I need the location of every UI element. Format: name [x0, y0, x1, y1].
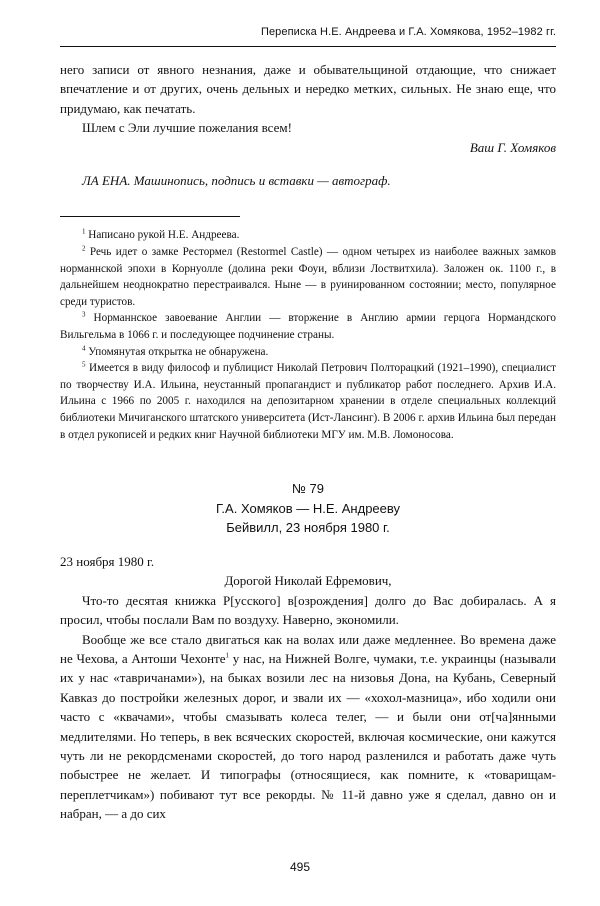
running-head: Переписка Н.Е. Андреева и Г.А. Хомякова, 1952–1982 гг. [260, 26, 556, 38]
letter-number: № 79 [291, 481, 325, 497]
footnote-rule [60, 216, 240, 217]
footnote-3 [60, 310, 556, 343]
paragraph-text: у нас, на Нижней Волге, чумаки, т.е. украинцы (называли их у нас «тавричанами»), на быках возили лес на низовья Дона, на Кубань, Северный Кавказ до постройки железных дорог, и звали их — «хохол-мазница», ибо ходили они часто с «квачами», чтобы смазывать колеса телег, — и были они от[ча]янными медлителями. Но теперь, в век всяческих скоростей, включая космические, они кажутся чуть ли не рекордсменами скоростей, до того народ разленился и работать даже чуть побыстрее не желает. И типографы (относящиеся, как помните, к «товарищам-переплетчикам») побивают тут все рекорды. № 11-й давно уже я сделал, давно он и набран, — а до сих [60, 650, 556, 822]
page-number: 495 [289, 860, 311, 874]
footnote-1 [60, 227, 556, 244]
letter-place-date: Бейвилл, 23 ноября 1980 г. [226, 520, 390, 536]
signature: Ваш Г. Хомяков [469, 139, 556, 155]
closing-greeting: Шлем с Эли лучшие пожелания всем! [82, 120, 292, 136]
footnote-4 [60, 344, 556, 361]
footnote-number: 4 [82, 343, 86, 352]
footnotes [60, 227, 556, 443]
source-note: ЛА ЕНА. Машинопись, подпись и вставки — автограф. [82, 173, 391, 189]
letter-paragraph-1: Что-то десятая книжка Р[усского] в[озрождения] долго до Вас добиралась. А я просил, чтобы послали Вам по воздуху. Наверно, экономили. [60, 592, 556, 628]
footnote-5 [60, 360, 556, 443]
continuation-paragraph: него записи от явного незнания, даже и обывательщиной отдающие, что снижает впечатление и от других, очень дельных и нередко метких, сильных. Не знаю еще, что придумаю, как печатать. [60, 62, 556, 116]
letter-heading [60, 479, 556, 538]
footnote-number: 3 [82, 310, 86, 319]
footnote-ref: 1 [225, 651, 229, 660]
letter-salutation: Дорогой Николай Ефремович, [224, 573, 392, 589]
letter-paragraph-2 [60, 630, 556, 824]
paragraph-text: Вообще же все стало двигаться как на волах или даже медленнее. Во времена даже не Чехова, а Антоши Чехонте [60, 631, 556, 666]
footnote-text: Норманнское завоевание Англии — вторжение в Англию армии герцога Нормандского Вильгельма в 1066 г. и последующее подчинение страны. [60, 312, 556, 341]
footnote-number: 5 [82, 360, 86, 369]
footnote-text: Речь идет о замке Рестормел (Restormel Castle) — одном четырех из наиболее важных замков норманнской эпохи в Корнуолле (долина реки Фоуи, вблизи Лоствитхила). Заложен ок. 1100 г., в дальнейшем неоднократно перестраивался. Ныне — в руинированном состоянии; место, популярное среди туристов. [60, 246, 557, 308]
letter-parties: Г.А. Хомяков — Н.Е. Андрееву [215, 500, 401, 516]
footnote-text: Имеется в виду философ и публицист Николай Петрович Полторацкий (1921–1990), специалист по творчеству И.А. Ильина, неустанный пропагандист и публикатор работ последнего. Архив И.А. Ильина с 1966 по 2005 г. находился на депозитарном хранении в отделе специальных коллекций библиотеки Мичиганского штатского университета (Ист-Лансинг). В 2006 г. архив Ильина был передан в отдел рукописей и редких книг Научной библиотеки МГУ им. М.В. Ломоносова. [60, 362, 556, 441]
footnote-text: Упомянутая открытка не обнаружена. [88, 345, 269, 358]
footnote-text: Написано рукой Н.Е. Андреева. [88, 229, 240, 242]
footnote-number: 1 [82, 227, 86, 236]
footnote-2 [60, 244, 556, 310]
page-body [60, 60, 556, 824]
footnote-number: 2 [82, 244, 86, 253]
letter-date: 23 ноября 1980 г. [60, 553, 155, 569]
header-rule [60, 46, 556, 47]
